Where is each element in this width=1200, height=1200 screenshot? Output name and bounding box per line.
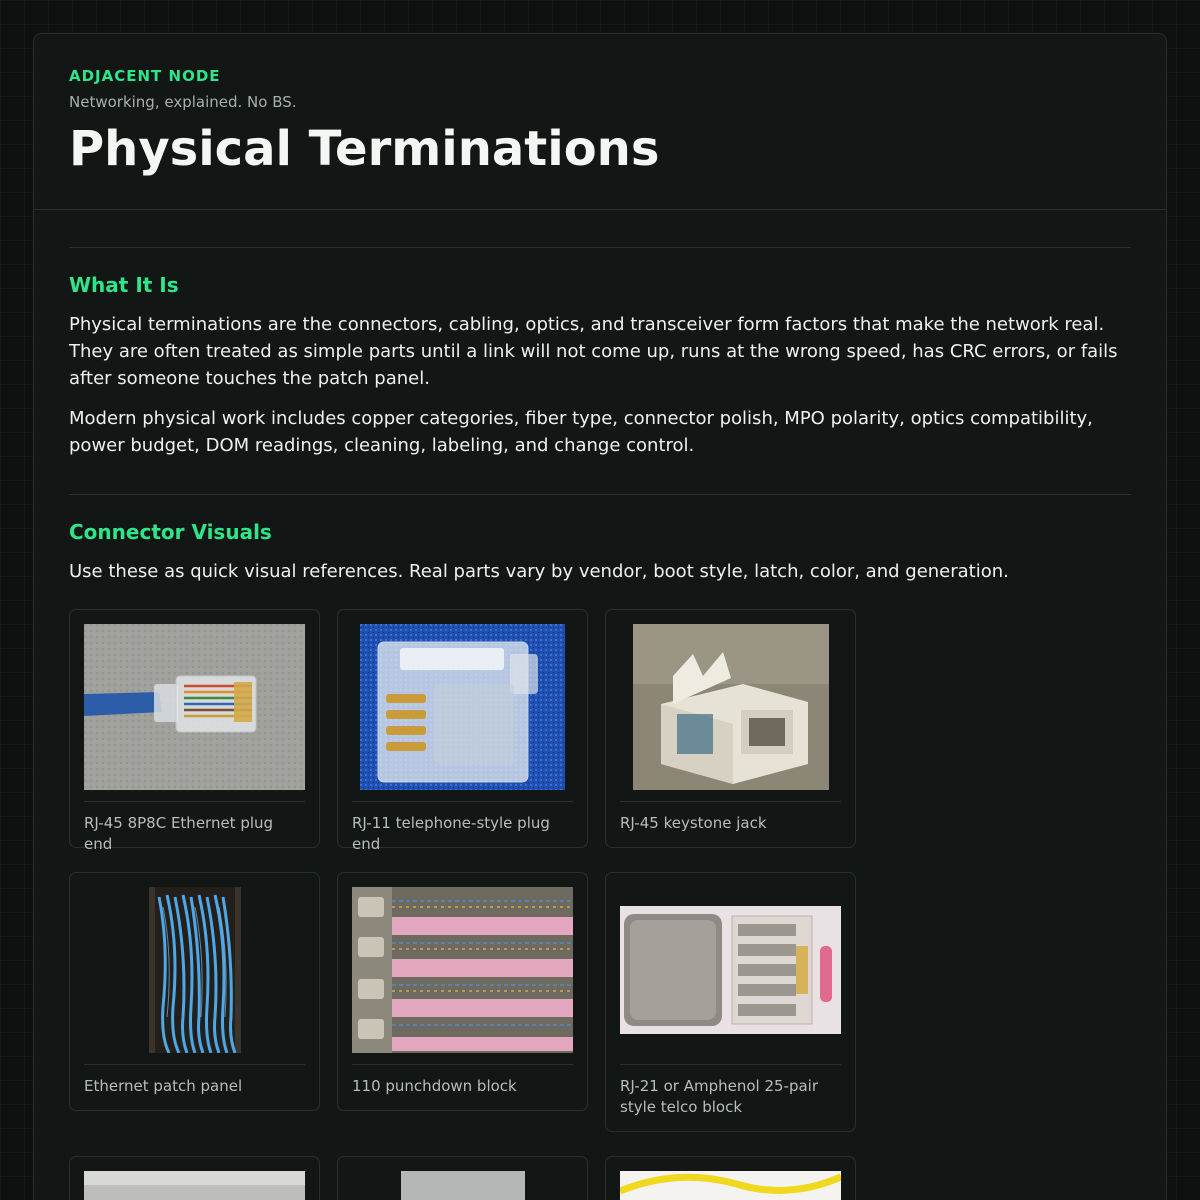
gallery-tile[interactable] (337, 609, 588, 853)
section-heading-what-it-is: What It Is (69, 273, 179, 297)
section-heading-connector-visuals: Connector Visuals (69, 520, 272, 544)
gallery-tile[interactable] (337, 872, 588, 1111)
gallery-tile[interactable] (337, 1156, 588, 1200)
tile-caption: Ethernet patch panel (84, 1077, 243, 1095)
gallery-tile[interactable] (605, 1156, 856, 1200)
rj45-plug-photo (84, 624, 305, 790)
what-it-is-paragraph-1: Physical terminations are the connectors, cabling, optics, and transceiver form factors that make the network real. They are often treated as simple parts until a link will not come up, runs at the wrong speed, has CRC errors, or fails after someone touches the patch panel. (69, 314, 1118, 389)
tile-caption: RJ-21 or Amphenol 25-pair style telco block (620, 1077, 818, 1116)
gallery-tile[interactable] (69, 872, 320, 1111)
connector-gallery (69, 609, 1131, 1200)
gallery-tile[interactable] (69, 1156, 320, 1200)
tile-caption: 110 punchdown block (352, 1077, 517, 1095)
patch-panel-photo (84, 887, 305, 1053)
connector-visuals-intro: Use these as quick visual references. Real parts vary by vendor, boot style, latch, color, and generation. (69, 561, 1009, 582)
page-title: Physical Terminations (69, 121, 660, 177)
article-content (34, 210, 1166, 1200)
section-divider (69, 247, 1131, 248)
punchdown-block-photo (352, 887, 573, 1053)
gallery-tile[interactable] (605, 609, 856, 848)
tile-caption: RJ-11 telephone-style plug end (352, 814, 550, 853)
fiber-connector-photo (620, 1171, 841, 1200)
site-header (34, 34, 1166, 210)
connector-photo (352, 1171, 573, 1200)
article-card (33, 33, 1167, 1200)
rj11-plug-photo (352, 624, 573, 790)
site-tagline: Networking, explained. No BS. (69, 93, 297, 111)
site-brand[interactable]: ADJACENT NODE (69, 67, 221, 85)
gallery-tile[interactable] (69, 609, 320, 853)
connector-photo (84, 1171, 305, 1200)
what-it-is-paragraph-2: Modern physical work includes copper categories, fiber type, connector polish, MPO polarity, optics compatibility, power budget, DOM readings, cleaning, labeling, and change control. (69, 408, 1093, 456)
keystone-jack-photo (620, 624, 841, 790)
section-divider (69, 494, 1131, 495)
gallery-tile[interactable] (605, 872, 856, 1132)
telco-block-photo (620, 887, 841, 1053)
tile-caption: RJ-45 8P8C Ethernet plug end (84, 814, 274, 853)
tile-caption: RJ-45 keystone jack (620, 814, 767, 832)
